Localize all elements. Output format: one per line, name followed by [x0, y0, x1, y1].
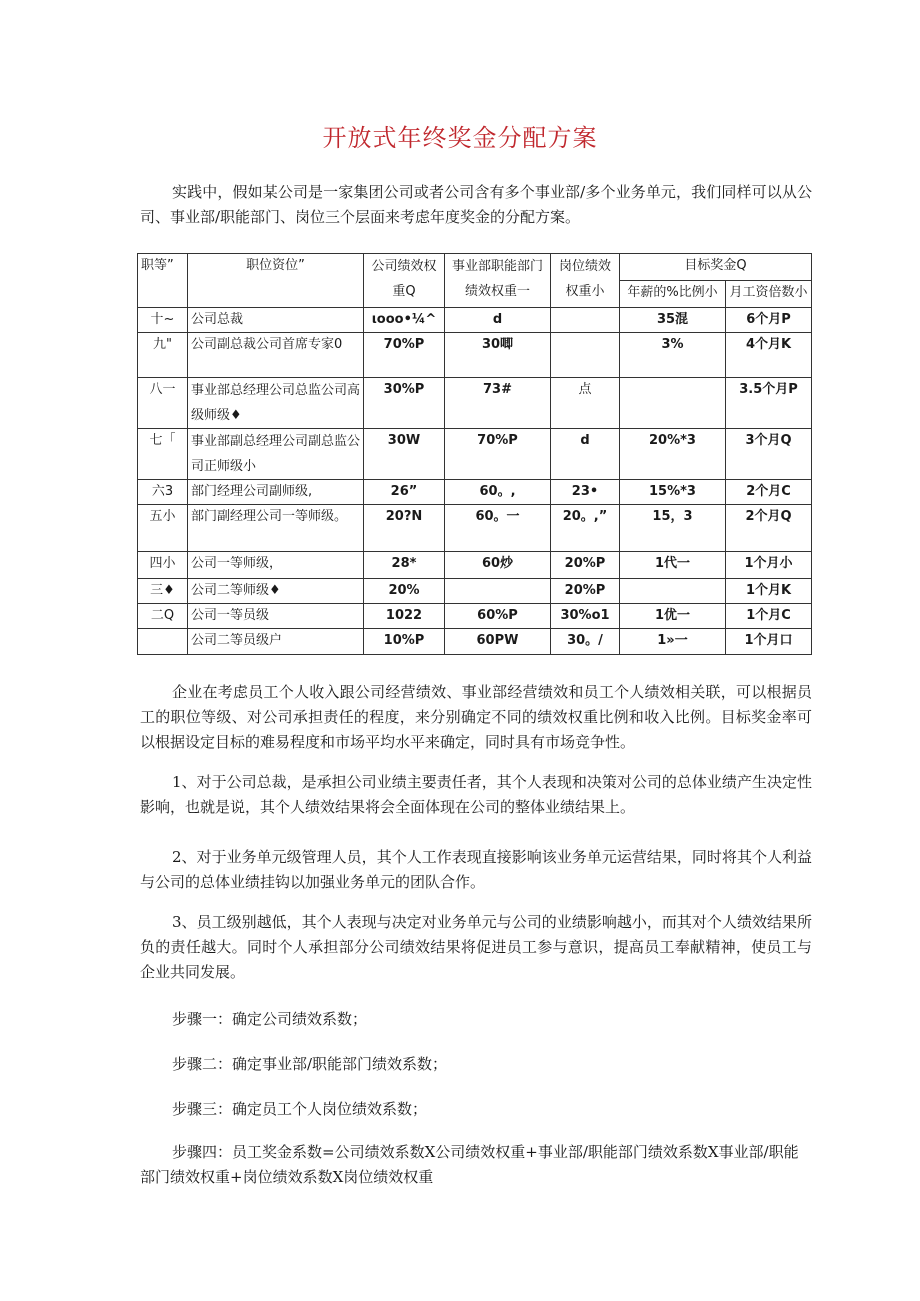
header-post-weight: 岗位绩效权重小: [551, 254, 620, 308]
body-paragraph: 2、对于业务单元级管理人员，其个人工作表现直接影响该业务单元运营结果，同时将其个人利益与公司的总体业绩挂钩以加强业务单元的团队合作。: [140, 848, 812, 891]
cell-company-weight: 20%: [364, 579, 445, 604]
cell-position: 事业部总经理公司总监公司高级师级♦: [188, 378, 364, 429]
cell-position: 公司二等员级户: [188, 629, 364, 655]
cell-post-weight: [551, 333, 620, 378]
cell-dept-weight: 60。一: [445, 505, 551, 552]
body-paragraph: 企业在考虑员工个人收入跟公司经营绩效、事业部经营绩效和员工个人绩效相关联，可以根据员工的职位等级、对公司承担责任的程度，来分别确定不同的绩效权重比例和收入比例。目标奖金率可以根据设定目标的难易程度和市场平均水平来确定，同时具有市场竞争性。: [140, 683, 812, 751]
cell-dept-weight: 70%P: [445, 429, 551, 480]
table-row: [138, 505, 812, 552]
cell-position: 部门副经理公司一等师级。: [188, 505, 364, 552]
cell-dept-weight: d: [445, 308, 551, 333]
cell-post-weight: d: [551, 429, 620, 480]
cell-months: 1个月小: [726, 552, 812, 579]
cell-company-weight: 1022: [364, 604, 445, 629]
cell-dept-weight: [445, 579, 551, 604]
table-row: [138, 629, 812, 655]
cell-company-weight: 70%P: [364, 333, 445, 378]
header-months: 月工资倍数小: [726, 281, 812, 308]
table-row: [138, 429, 812, 480]
cell-salary-pct: 20%*3: [620, 429, 726, 480]
cell-months: 2个月C: [726, 480, 812, 505]
cell-dept-weight: 60%P: [445, 604, 551, 629]
document-title: 开放式年终奖金分配方案: [322, 124, 598, 152]
table-header-row-1: [138, 254, 812, 281]
cell-grade: 七「: [138, 429, 188, 480]
cell-grade: 六3: [138, 480, 188, 505]
cell-company-weight: 20?N: [364, 505, 445, 552]
cell-months: 1个月C: [726, 604, 812, 629]
cell-salary-pct: 1优一: [620, 604, 726, 629]
table-row: [138, 333, 812, 378]
cell-dept-weight: 60炒: [445, 552, 551, 579]
step-item: 步骤三：确定员工个人岗位绩效系数；: [172, 1100, 428, 1118]
table-row: [138, 552, 812, 579]
cell-salary-pct: 1»一: [620, 629, 726, 655]
step-item: 步骤一：确定公司绩效系数；: [172, 1010, 368, 1028]
cell-grade: 八一: [138, 378, 188, 429]
cell-post-weight: 20%P: [551, 579, 620, 604]
cell-post-weight: 30。/: [551, 629, 620, 655]
cell-post-weight: [551, 308, 620, 333]
cell-company-weight: ιooo•¼^: [364, 308, 445, 333]
bonus-allocation-table: [137, 253, 812, 655]
cell-grade: 五小: [138, 505, 188, 552]
cell-position: 公司总裁: [188, 308, 364, 333]
cell-dept-weight: 60。,: [445, 480, 551, 505]
cell-grade: 四小: [138, 552, 188, 579]
step-item: 步骤四：员工奖金系数=公司绩效系数X公司绩效权重+事业部/职能部门绩效系数X事业部/职能部门绩效权重+岗位绩效系数X岗位绩效权重: [140, 1143, 799, 1186]
cell-company-weight: 10%P: [364, 629, 445, 655]
cell-salary-pct: 15，3: [620, 505, 726, 552]
header-grade: 职等”: [138, 254, 188, 308]
cell-position: 公司一等师级，: [188, 552, 364, 579]
cell-months: 6个月P: [726, 308, 812, 333]
intro-paragraph: 实践中，假如某公司是一家集团公司或者公司含有多个事业部/多个业务单元，我们同样可以从公司、事业部/职能部门、岗位三个层面来考虑年度奖金的分配方案。: [140, 183, 812, 226]
cell-dept-weight: 73#: [445, 378, 551, 429]
body-paragraph: 3、员工级别越低，其个人表现与决定对业务单元与公司的业绩影响越小，而其对个人绩效结果所负的责任越大。同时个人承担部分公司绩效结果将促进员工参与意识，提高员工奉献精神，使员工与企业共同发展。: [140, 913, 812, 981]
cell-grade: 十~: [138, 308, 188, 333]
table-row: [138, 308, 812, 333]
table-row: [138, 480, 812, 505]
cell-months: 4个月K: [726, 333, 812, 378]
cell-post-weight: 30%o1: [551, 604, 620, 629]
table-row: [138, 604, 812, 629]
cell-salary-pct: 15%*3: [620, 480, 726, 505]
cell-position: 部门经理公司副师级,: [188, 480, 364, 505]
cell-salary-pct: [620, 579, 726, 604]
table-row: [138, 579, 812, 604]
cell-position: 公司一等员级: [188, 604, 364, 629]
header-salary-pct: 年薪的%比例小: [620, 281, 726, 308]
cell-salary-pct: [620, 378, 726, 429]
header-position: 职位资位”: [188, 254, 364, 308]
cell-grade: 二Q: [138, 604, 188, 629]
cell-grade: [138, 629, 188, 655]
cell-dept-weight: 60PW: [445, 629, 551, 655]
cell-months: 1个月口: [726, 629, 812, 655]
cell-company-weight: 30W: [364, 429, 445, 480]
cell-grade: 三♦: [138, 579, 188, 604]
header-dept-weight: 事业部职能部门绩效权重一: [445, 254, 551, 308]
cell-post-weight: 点: [551, 378, 620, 429]
cell-salary-pct: 35混: [620, 308, 726, 333]
cell-grade: 九": [138, 333, 188, 378]
cell-post-weight: 20。,”: [551, 505, 620, 552]
cell-position: 公司副总裁公司首席专家0: [188, 333, 364, 378]
header-company-weight: 公司绩效权重Q: [364, 254, 445, 308]
body-paragraph: 1、对于公司总裁，是承担公司业绩主要责任者，其个人表现和决策对公司的总体业绩产生决定性影响，也就是说，其个人绩效结果将会全面体现在公司的整体业绩结果上。: [140, 773, 812, 816]
cell-position: 事业部副总经理公司副总监公司正师级小: [188, 429, 364, 480]
cell-dept-weight: 30唧: [445, 333, 551, 378]
table-row: [138, 378, 812, 429]
cell-post-weight: 23•: [551, 480, 620, 505]
cell-salary-pct: 3%: [620, 333, 726, 378]
cell-company-weight: 26”: [364, 480, 445, 505]
header-target-bonus: 目标奖金Q: [620, 254, 812, 281]
step-item: 步骤二：确定事业部/职能部门绩效系数；: [172, 1055, 448, 1073]
cell-months: 1个月K: [726, 579, 812, 604]
cell-salary-pct: 1代一: [620, 552, 726, 579]
cell-post-weight: 20%P: [551, 552, 620, 579]
cell-company-weight: 28*: [364, 552, 445, 579]
cell-months: 3.5个月P: [726, 378, 812, 429]
cell-months: 2个月Q: [726, 505, 812, 552]
cell-months: 3个月Q: [726, 429, 812, 480]
cell-company-weight: 30%P: [364, 378, 445, 429]
cell-position: 公司二等师级♦: [188, 579, 364, 604]
